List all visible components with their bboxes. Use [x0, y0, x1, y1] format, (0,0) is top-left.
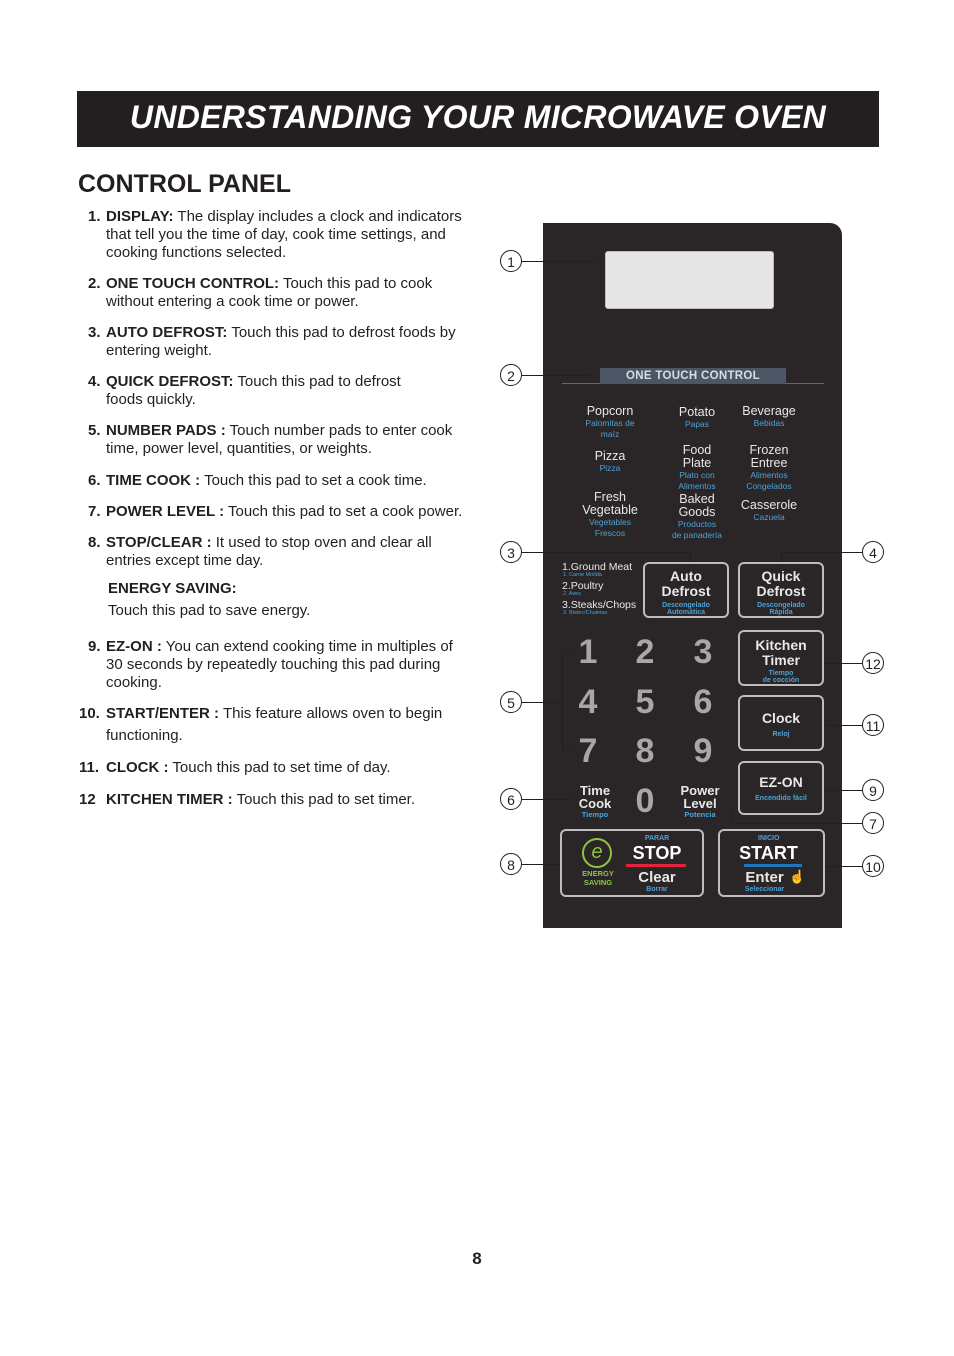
button-sublabel: Descongelado [662, 602, 710, 609]
food-name: Goods [678, 505, 716, 519]
callout-9: 9 [862, 779, 884, 801]
callout-leader-line [690, 552, 691, 561]
button-sublabel: Encendido fácil [755, 795, 807, 802]
button-sublabel: Reloj [772, 731, 790, 738]
button-label: Timer [762, 652, 800, 668]
item-text: Touch this pad to set timer. [236, 791, 416, 808]
food-name-es: de panadería [671, 530, 723, 540]
button-sublabel: Automática [666, 609, 706, 616]
item-number: 1. [88, 208, 101, 225]
callout-leader-line [522, 552, 690, 553]
one-touch-food-button[interactable] [577, 450, 643, 474]
callout-11: 11 [862, 714, 884, 736]
button-sublabel: de cocción [762, 677, 800, 684]
number-key-1[interactable]: 1 [578, 633, 598, 671]
bracket-line [562, 652, 570, 653]
stop-accent-bar [626, 864, 686, 867]
page-number: 8 [472, 1249, 482, 1268]
food-name-es: Papas [684, 419, 710, 429]
clear-label: Clear [638, 869, 676, 886]
item-line [106, 705, 442, 723]
display-window [605, 251, 774, 309]
item-line [106, 534, 432, 552]
item-line [106, 759, 391, 777]
button-sublabel: Rápida [769, 609, 793, 616]
item-line [106, 324, 456, 342]
button-sublabel: Tiempo [581, 810, 609, 819]
clock-button[interactable] [738, 695, 824, 751]
item-number: 2. [88, 275, 101, 292]
energy-label-line: SAVING [583, 878, 613, 887]
button-label: Kitchen [755, 637, 807, 653]
item-text: Touch this pad to defrost [237, 373, 401, 390]
food-name: Baked [679, 492, 715, 506]
callout-leader-line [522, 702, 562, 703]
item-line: entering weight. [106, 342, 212, 359]
callout-4: 4 [862, 541, 884, 563]
item-line [106, 275, 432, 293]
one-touch-food-button[interactable] [664, 444, 730, 492]
item-text: The display includes a clock and indicators [177, 208, 462, 225]
callout-3: 3 [500, 541, 522, 563]
item-term: POWER LEVEL : [106, 503, 225, 520]
stop-label: STOP [632, 843, 682, 863]
item-line [108, 580, 237, 598]
button-sublabel: Descongelado [757, 602, 805, 609]
food-name: Beverage [742, 404, 796, 418]
item-number: 6. [88, 472, 101, 489]
start-accent-bar [744, 864, 802, 867]
item-term: AUTO DEFROST: [106, 324, 228, 341]
food-name-es: Pizza [599, 463, 621, 473]
one-touch-control-label: ONE TOUCH CONTROL [600, 368, 786, 384]
item-line: that tell you the time of day, cook time settings, and [106, 226, 446, 243]
hand-icon: ☝ [789, 869, 806, 884]
callout-leader-line [825, 663, 862, 664]
number-key-7[interactable]: 7 [578, 732, 598, 770]
callout-leader-line [522, 261, 596, 262]
food-name-es: Frescos [594, 528, 626, 538]
ez-on-button[interactable] [738, 761, 824, 815]
button-label: Power [680, 783, 720, 798]
callout-leader-line [522, 864, 560, 865]
button-label: Clock [761, 710, 801, 726]
button-label: Cook [578, 796, 612, 811]
item-line [106, 208, 462, 226]
callout-7: 7 [862, 812, 884, 834]
food-name: Casserole [740, 498, 798, 512]
enter-sublabel: Seleccionar [744, 886, 785, 893]
defrost-category: 3.Steaks/Chops [562, 599, 637, 611]
food-name: Plate [682, 456, 712, 470]
button-label: Quick [761, 568, 801, 584]
food-name-es: Congelados [746, 481, 792, 491]
callout-5: 5 [500, 691, 522, 713]
one-touch-food-button[interactable] [577, 405, 643, 440]
section-title: CONTROL PANEL [78, 170, 291, 198]
callout-leader-line [781, 552, 782, 561]
item-line: time, power level, quantities, or weights. [106, 440, 372, 457]
item-line [106, 472, 427, 490]
header-banner [77, 91, 879, 147]
one-touch-food-button[interactable] [736, 499, 802, 523]
button-label: EZ-ON [759, 774, 803, 790]
item-text: Touch this pad to set time of day. [172, 759, 391, 776]
button-label: Auto [670, 568, 702, 584]
callout-leader-line [825, 866, 862, 867]
item-text: Touch number pads to enter cook [229, 422, 453, 439]
item-line: entries except time day. [106, 552, 264, 569]
item-number: 9. [88, 638, 101, 655]
time-cook-button[interactable] [572, 784, 618, 819]
item-term: DISPLAY: [106, 208, 174, 225]
item-text: Touch this pad to set a cook time. [204, 472, 427, 489]
page-title: UNDERSTANDING YOUR MICROWAVE OVEN [129, 99, 827, 135]
button-sublabel: Tiempo [768, 670, 794, 677]
kitchen-timer-button[interactable] [738, 630, 824, 686]
item-line: foods quickly. [106, 391, 196, 408]
item-term: NUMBER PADS : [106, 422, 226, 439]
power-level-button[interactable] [676, 784, 724, 819]
one-touch-food-button[interactable] [577, 491, 643, 539]
callout-leader-line [781, 552, 862, 553]
item-number: 12 [79, 791, 96, 808]
item-text: It used to stop oven and clear all [215, 534, 432, 551]
item-number: 3. [88, 324, 101, 341]
food-name: Pizza [594, 449, 626, 463]
start-label: START [739, 843, 798, 863]
item-number: 5. [88, 422, 101, 439]
item-line [106, 638, 453, 656]
button-label: Defrost [756, 583, 806, 599]
bracket-line [562, 750, 570, 751]
item-number: 11. [79, 759, 100, 776]
item-text: This feature allows oven to begin [222, 705, 443, 722]
item-line: without entering a cook time or power. [106, 293, 359, 310]
food-name: Entree [750, 456, 788, 470]
number-key-9[interactable]: 9 [693, 732, 713, 770]
start-enter-button[interactable] [718, 829, 825, 897]
item-term: TIME COOK : [106, 472, 201, 489]
callout-2: 2 [500, 364, 522, 386]
button-sublabel: Potencia [684, 810, 716, 819]
item-term: KITCHEN TIMER : [106, 791, 233, 808]
food-name: Food [682, 443, 712, 457]
one-touch-food-button[interactable] [664, 406, 730, 430]
item-number: 4. [88, 373, 101, 390]
item-line [106, 422, 452, 440]
food-name-es: Palomitas de maíz [585, 418, 635, 439]
number-key-4[interactable]: 4 [578, 683, 598, 721]
button-label: Defrost [661, 583, 711, 599]
item-number: 7. [88, 503, 101, 520]
callout-leader-line [731, 823, 862, 824]
energy-label-line: ENERGY [582, 869, 614, 878]
bracket-line [562, 652, 563, 750]
callout-leader-line [522, 375, 590, 376]
callout-leader-line [825, 725, 862, 726]
defrost-category: 1.Ground Meat [562, 561, 633, 573]
item-term: STOP/CLEAR : [106, 534, 212, 551]
callout-1: 1 [500, 250, 522, 272]
callout-12: 12 [862, 652, 884, 674]
quick-defrost-button[interactable] [738, 562, 824, 618]
callout-8: 8 [500, 853, 522, 875]
item-line: cooking. [106, 674, 162, 691]
item-term: CLOCK : [106, 759, 169, 776]
stop-clear-button[interactable] [560, 829, 704, 897]
number-key-8[interactable]: 8 [635, 732, 655, 770]
callout-10: 10 [862, 855, 884, 877]
button-label: Level [683, 796, 717, 811]
number-key-3[interactable]: 3 [693, 633, 713, 671]
item-text: Touch this pad to set a cook power. [227, 503, 463, 520]
stop-top-label: PARAR [644, 835, 670, 842]
number-key-0[interactable]: 0 [635, 782, 655, 820]
item-line [106, 791, 415, 809]
start-top-label: INICIO [758, 835, 780, 842]
defrost-category-es: 3. Bistec/Chuletas [563, 610, 608, 616]
item-term: START/ENTER : [106, 705, 220, 722]
food-name: Popcorn [586, 404, 634, 418]
food-name: Fresh [594, 490, 626, 504]
item-number: 10. [79, 705, 100, 722]
enter-label: Enter [745, 869, 784, 886]
item-term: QUICK DEFROST: [106, 373, 234, 390]
item-text: Touch this pad to defrost foods by [231, 324, 456, 341]
callout-leader-line [825, 790, 862, 791]
item-line: 30 seconds by repeatedly touching this pad during [106, 656, 441, 673]
food-name-es: Productos [677, 519, 717, 529]
food-name: Frozen [749, 443, 789, 457]
item-line [106, 503, 462, 521]
auto-defrost-button[interactable] [643, 562, 729, 618]
defrost-category: 2.Poultry [562, 580, 604, 592]
food-name: Potato [678, 405, 716, 419]
number-key-6[interactable]: 6 [693, 683, 713, 721]
item-line: functioning. [106, 727, 183, 744]
item-number: 8. [88, 534, 101, 551]
food-name: Vegetable [582, 503, 638, 517]
one-touch-food-button[interactable] [664, 493, 730, 541]
food-name-es: Bebidas [753, 418, 785, 428]
item-text: You can extend cooking time in multiples of [165, 638, 453, 655]
item-term: ENERGY SAVING: [108, 580, 237, 597]
button-label: Time [579, 783, 611, 798]
item-term: ONE TOUCH CONTROL: [106, 275, 280, 292]
one-touch-food-button[interactable] [736, 405, 802, 429]
one-touch-food-button[interactable] [736, 444, 802, 492]
energy-saving-label [576, 869, 620, 887]
callout-leader-line [731, 812, 732, 823]
item-line: cooking functions selected. [106, 244, 287, 261]
food-name-es: Vegetables [588, 517, 632, 527]
callout-leader-line [522, 799, 572, 800]
food-name-es: Cazuela [753, 512, 785, 522]
item-term: EZ-ON : [106, 638, 162, 655]
food-name-es: Alimentos [750, 470, 788, 480]
number-key-5[interactable]: 5 [635, 683, 655, 721]
food-name-es: Alimentos [678, 481, 716, 491]
number-key-2[interactable]: 2 [635, 633, 655, 671]
clear-sublabel: Borrar [646, 886, 668, 893]
defrost-category-es: 1. Carne Molida [563, 572, 602, 578]
food-name-es: Plato con [679, 470, 715, 480]
item-line [106, 373, 401, 391]
item-text: Touch this pad to cook [282, 275, 433, 292]
defrost-category-es: 2. Aves [563, 591, 581, 597]
energy-leaf-icon: e [582, 838, 612, 868]
callout-6: 6 [500, 788, 522, 810]
item-line: Touch this pad to save energy. [108, 602, 311, 619]
